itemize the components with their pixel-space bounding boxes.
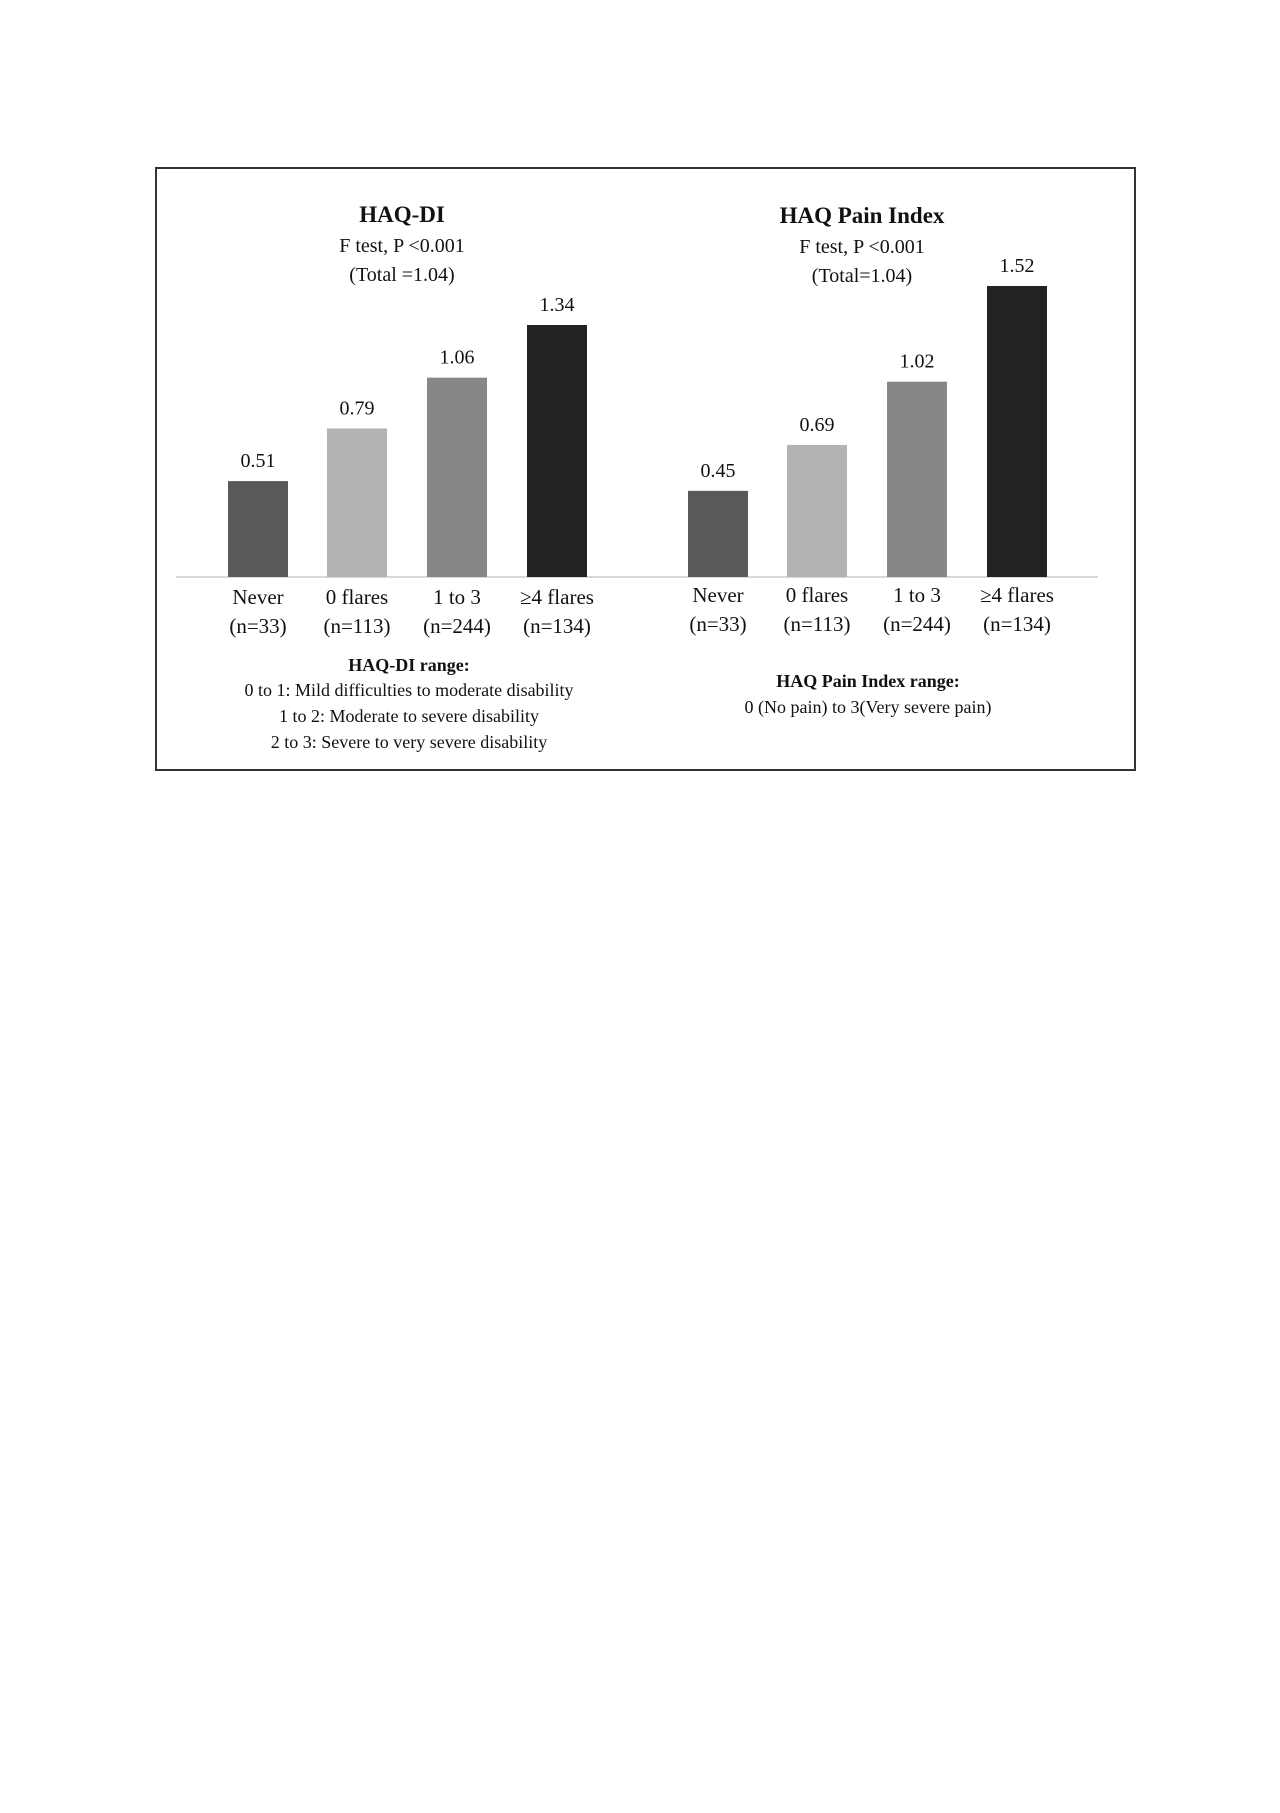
chart1-subtitle-2: (Total =1.04) <box>349 264 455 286</box>
chart2-bar-2 <box>787 445 847 577</box>
chart2-subtitle-2: (Total=1.04) <box>811 265 913 287</box>
chart1-tick-count-3: (n=244) <box>423 614 491 638</box>
chart2-range-title: HAQ Pain Index range: <box>776 671 960 691</box>
chart2-tick-label-4: ≥4 flares <box>980 583 1054 607</box>
chart2-tick-label-2: 0 flares <box>785 583 849 607</box>
chart1-value-label-2: 0.79 <box>339 397 375 420</box>
chart2-tick-count-3: (n=244) <box>883 612 951 636</box>
chart2-tick-count-1: (n=33) <box>689 612 747 636</box>
chart1-range-line-1: 0 to 1: Mild difficulties to moderate disability <box>244 680 574 700</box>
chart1-bar-3 <box>427 378 487 577</box>
chart2-tick-label-1: Never <box>692 583 744 607</box>
chart1-tick-label-2: 0 flares <box>325 585 389 609</box>
chart1-tick-label-1: Never <box>232 585 284 609</box>
chart2-value-label-1: 0.45 <box>700 459 736 482</box>
chart2-range-line-1: 0 (No pain) to 3(Very severe pain) <box>744 697 992 717</box>
chart2-tick-count-4: (n=134) <box>983 612 1051 636</box>
chart2-subtitle-1: F test, P <0.001 <box>799 236 925 258</box>
chart1-tick-count-1: (n=33) <box>229 614 287 638</box>
chart1-bar-2 <box>327 428 387 577</box>
chart1-range-title: HAQ-DI range: <box>348 655 470 675</box>
chart2-tick-count-2: (n=113) <box>783 612 851 636</box>
chart2-value-label-4: 1.52 <box>999 255 1035 277</box>
chart1-range-line-2: 1 to 2: Moderate to severe disability <box>279 706 539 726</box>
chart1-value-label-4: 1.34 <box>539 294 575 316</box>
chart1-value-label-1: 0.51 <box>240 450 276 473</box>
chart1-value-label-3: 1.06 <box>439 346 475 369</box>
chart1-tick-count-2: (n=113) <box>323 614 391 638</box>
chart1-bar-1 <box>228 481 288 577</box>
chart2-bar-1 <box>688 491 748 577</box>
chart2-bar-4 <box>987 286 1047 577</box>
chart1-bar-4 <box>527 325 587 577</box>
chart1-title: HAQ-DI <box>359 202 445 227</box>
chart1-range-line-3: 2 to 3: Severe to very severe disability <box>270 732 548 752</box>
chart2-value-label-3: 1.02 <box>899 350 935 373</box>
chart1-subtitle-1: F test, P <0.001 <box>339 235 465 257</box>
chart1-tick-label-3: 1 to 3 <box>433 585 481 609</box>
chart2-bar-3 <box>887 382 947 577</box>
chart2-tick-label-3: 1 to 3 <box>893 583 941 607</box>
chart1-tick-count-4: (n=134) <box>523 614 591 638</box>
chart2-value-label-2: 0.69 <box>799 413 835 436</box>
chart2-title: HAQ Pain Index <box>779 203 945 228</box>
chart1-tick-label-4: ≥4 flares <box>520 585 594 609</box>
